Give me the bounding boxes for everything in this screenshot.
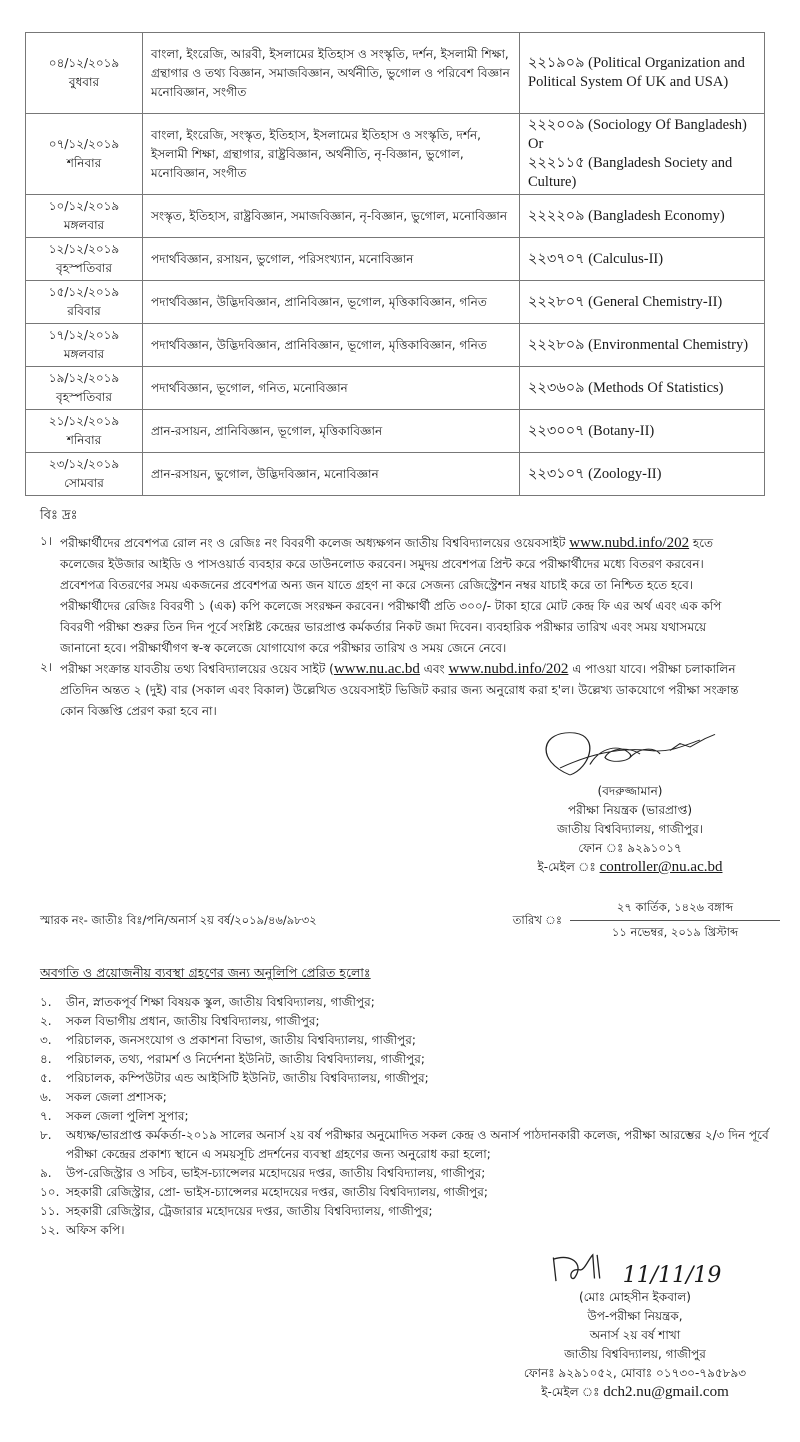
exam-date: ১৭/১২/২০১৯ bbox=[48, 328, 120, 342]
subjects-cell: প্রান-রসায়ন, ভুগোল, উদ্ভিদবিজ্ঞান, মনোবিজ্ঞান bbox=[143, 453, 520, 496]
exam-day: বুধবার bbox=[68, 75, 100, 89]
schedule-row bbox=[26, 238, 765, 281]
schedule-row bbox=[26, 114, 765, 195]
note-text: জানানো হবে। পরীক্ষার্থীগণ স্ব-স্ব কলেজে যোগাযোগ করে পরীক্ষার তারিখ ও সময় জেনে নেবে। bbox=[60, 641, 507, 655]
exam-day: শনিবার bbox=[66, 433, 102, 447]
exam-schedule-table bbox=[25, 32, 765, 496]
subjects-cell: বাংলা, ইংরেজি, সংস্কৃত, ইতিহাস, ইসলামের ইতিহাস ও সংস্কৃতি, দর্শন, ইসলামী শিক্ষা, গ্রন্থাগার, রাষ্ট্রবিজ্ঞান, অর্থনীতি, নৃ-বিজ্ঞান, ভুগোল, মনোবিজ্ঞান, সংগীত bbox=[143, 114, 520, 195]
schedule-row bbox=[26, 195, 765, 238]
exam-date: ১২/১২/২০১৯ bbox=[48, 242, 120, 256]
note-line bbox=[60, 575, 765, 596]
distribution-item bbox=[40, 1069, 780, 1088]
paper-code-title: ২২২৮০৭ (General Chemistry-II) bbox=[528, 293, 723, 310]
distribution-number: ১১. bbox=[40, 1204, 60, 1218]
website-link[interactable]: www.nu.ac.bd bbox=[333, 661, 420, 677]
exam-date: ১৫/১২/২০১৯ bbox=[48, 285, 120, 299]
note-line bbox=[60, 638, 765, 659]
exam-date-cell bbox=[26, 281, 143, 324]
distribution-recipient: সহকারী রেজিস্ট্রার, ট্রেজারার মহোদয়ের দপ্তর, জাতীয় বিশ্ববিদ্যালয়, গাজীপুর; bbox=[66, 1204, 433, 1218]
distribution-recipient: সহকারী রেজিস্ট্রার, প্রো- ভাইস-চ্যান্সেলর মহোদয়ের দপ্তর, জাতীয় বিশ্ববিদ্যালয়, গাজীপুর; bbox=[66, 1185, 488, 1199]
paper-alt-code-title: ২২২১১৫ (Bangladesh Society and Culture) bbox=[528, 155, 733, 190]
signature-scribble-icon bbox=[530, 726, 730, 782]
note-text: পরীক্ষা সংক্রান্ত যাবতীয় তথ্য বিশ্ববিদ্যালয়ের ওয়েব সাইট ( bbox=[60, 662, 334, 676]
exam-date: ২১/১২/২০১৯ bbox=[48, 414, 120, 428]
distribution-item bbox=[40, 1202, 780, 1221]
deputy-org: জাতীয় বিশ্ববিদ্যালয়, গাজীপুর bbox=[564, 1347, 706, 1361]
website-link[interactable]: www.nubd.info/202 bbox=[448, 661, 569, 677]
exam-date-cell bbox=[26, 453, 143, 496]
note-line bbox=[60, 680, 765, 701]
deputy-name: (মোঃ মোহসীন ইকবাল) bbox=[579, 1290, 691, 1304]
note-number: ২। bbox=[40, 660, 53, 674]
distribution-recipient: সকল বিভাগীয় প্রধান, জাতীয় বিশ্ববিদ্যালয়, গাজীপুর; bbox=[66, 1014, 320, 1028]
distribution-item bbox=[40, 1050, 780, 1069]
schedule-row bbox=[26, 324, 765, 367]
distribution-recipient: উপ-রেজিস্ট্রার ও সচিব, ভাইস-চ্যান্সেলর মহোদয়ের দপ্তর, জাতীয় বিশ্ববিদ্যালয়, গাজীপুর; bbox=[66, 1166, 486, 1180]
distribution-number: ৯. bbox=[40, 1166, 52, 1180]
note-item bbox=[40, 659, 765, 722]
paper-code-title: ২২৩১০৭ (Zoology-II) bbox=[528, 465, 662, 482]
deputy-title: উপ-পরীক্ষা নিয়ন্ত্রক, bbox=[587, 1309, 683, 1323]
distribution-recipient: সকল জেলা প্রশাসক; bbox=[66, 1090, 167, 1104]
schedule-row bbox=[26, 33, 765, 114]
distribution-recipient: ডীন, স্নাতকপূর্ব শিক্ষা বিষয়ক স্কুল, জাতীয় বিশ্ববিদ্যালয়, গাজীপুর; bbox=[66, 995, 375, 1009]
note-text: প্রবেশপত্র বিতরণের সময় একজনের প্রবেশপত্র অন্য জন যাতে গ্রহণ না করে সেজন্য রেজিস্ট্রেশন নম্বর যাচাই করে তা নিশ্চিত হতে হবে। bbox=[60, 578, 694, 592]
distribution-recipient: অফিস কপি। bbox=[66, 1223, 125, 1237]
exam-date: ২৩/১২/২০১৯ bbox=[48, 457, 120, 471]
paper-cell bbox=[520, 281, 765, 324]
distribution-item bbox=[40, 1088, 780, 1107]
distribution-item bbox=[40, 1164, 780, 1183]
note-line bbox=[60, 659, 765, 680]
memo-date-gregorian: ১১ নভেম্বর, ২০১৯ খ্রিস্টাব্দ bbox=[611, 925, 739, 939]
paper-code-title: ২২২০০৯ (Sociology Of Bangladesh) bbox=[528, 117, 747, 133]
exam-day: রবিবার bbox=[67, 304, 101, 318]
note-text: কলেজের ইউজার আইডি ও পাসওয়ার্ড ব্যবহার করে ডাউনলোড করবেন। সমুদয় প্রবেশপত্র প্রিন্ট করে পরীক্ষার্থীদের মধ্যে বিতরণ করবেন। bbox=[60, 557, 704, 571]
schedule-row bbox=[26, 281, 765, 324]
note-line bbox=[60, 533, 765, 554]
controller-email-link[interactable]: controller@nu.ac.bd bbox=[599, 859, 723, 875]
schedule-row bbox=[26, 367, 765, 410]
paper-or: Or bbox=[528, 136, 544, 152]
note-text: বিবরণী পরীক্ষা শুরুর তিন দিন পূর্বে সংশ্লিষ্ট কেন্দ্রের ভারপ্রাপ্ত কর্মকর্তার নিকট জমা দিবেন। ব্যবহারিক পরীক্ষার তারিখ এবং সময় যথাসময়ে bbox=[60, 620, 707, 634]
distribution-number: ৭. bbox=[40, 1109, 52, 1123]
deputy-email-label: ই-মেইল ঃ bbox=[541, 1385, 604, 1399]
controller-email-label: ই-মেইল ঃ bbox=[537, 860, 600, 874]
note-line bbox=[60, 617, 765, 638]
paper-cell bbox=[520, 195, 765, 238]
deputy-signature bbox=[500, 1246, 770, 1288]
distribution-item bbox=[40, 993, 780, 1012]
note-line bbox=[60, 554, 765, 575]
paper-cell bbox=[520, 114, 765, 195]
controller-title: পরীক্ষা নিয়ন্ত্রক (ভারপ্রাপ্ত) bbox=[567, 803, 693, 817]
distribution-number: ২. bbox=[40, 1014, 52, 1028]
schedule-row bbox=[26, 410, 765, 453]
distribution-item bbox=[40, 1107, 780, 1126]
paper-cell bbox=[520, 410, 765, 453]
exam-day: বৃহস্পতিবার bbox=[56, 390, 112, 404]
note-line bbox=[60, 596, 765, 617]
controller-org: জাতীয় বিশ্ববিদ্যালয়, গাজীপুর। bbox=[556, 822, 704, 836]
deputy-branch: অনার্স ২য় বর্ষ শাখা bbox=[589, 1328, 681, 1342]
note-text: প্রতিদিন অন্তত ২ (দুই) বার (সকাল এবং বিকাল) উল্লেখিত ওয়েবসাইট ভিজিট করার জন্য অনুরোধ করা হ'ল। উল্লেখ্য ডাকযোগে পরীক্ষা সংক্রান্ত bbox=[60, 683, 739, 697]
subjects-cell: পদার্থবিজ্ঞান, উদ্ভিদবিজ্ঞান, প্রানিবিজ্ঞান, ভূগোল, মৃত্তিকাবিজ্ঞান, গনিত bbox=[143, 281, 520, 324]
signature-scribble-icon bbox=[549, 1248, 619, 1288]
distribution-recipient: অধ্যক্ষ/ভারপ্রাপ্ত কর্মকর্তা-২০১৯ সালের অনার্স ২য় বর্ষ পরীক্ষার অনুমোদিত সকল কেন্দ্র ও অনার্স পাঠদানকারী কলেজ, পরীক্ষা আরম্ভের ২/৩ দিন পূর্বে পরীক্ষা কেন্দ্রের প্রকাশ্য স্থানে এ সময়সূচি প্রদর্শনের ব্যবস্থা গ্রহণের জন্য অনুরোধ করা হলো; bbox=[66, 1128, 769, 1161]
distribution-number: ৪. bbox=[40, 1052, 52, 1066]
distribution-recipient: পরিচালক, জনসংযোগ ও প্রকাশনা বিভাগ, জাতীয় বিশ্ববিদ্যালয়, গাজীপুর; bbox=[66, 1033, 416, 1047]
exam-date-cell bbox=[26, 114, 143, 195]
memo-row bbox=[40, 899, 780, 943]
controller-signature bbox=[530, 726, 730, 782]
subjects-cell: পদার্থবিজ্ঞান, ভূগোল, গনিত, মনোবিজ্ঞান bbox=[143, 367, 520, 410]
note-item bbox=[40, 533, 765, 659]
paper-cell bbox=[520, 238, 765, 281]
note-text: এ পাওয়া যাবে। পরীক্ষা চলাকালিন bbox=[568, 662, 736, 676]
paper-cell bbox=[520, 324, 765, 367]
distribution-item bbox=[40, 1031, 780, 1050]
note-text: কোন বিজ্ঞপ্তি প্রেরণ করা হবে না। bbox=[60, 704, 217, 718]
schedule-row bbox=[26, 453, 765, 496]
distribution-number: ৩. bbox=[40, 1033, 52, 1047]
website-link[interactable]: www.nubd.info/202 bbox=[569, 535, 690, 551]
distribution-number: ১২. bbox=[40, 1223, 60, 1237]
exam-date-cell bbox=[26, 410, 143, 453]
note-text: এবং bbox=[419, 662, 449, 676]
paper-code-title: ২২১৯০৯ (Political Organization and Political System Of UK and USA) bbox=[528, 55, 745, 90]
note-number: ১। bbox=[40, 534, 53, 548]
controller-name: (বদরুজ্জামান) bbox=[597, 784, 663, 798]
paper-code-title: ২২৩০০৭ (Botany-II) bbox=[528, 422, 655, 439]
paper-cell bbox=[520, 33, 765, 114]
distribution-item bbox=[40, 1221, 780, 1240]
exam-date-cell bbox=[26, 195, 143, 238]
distribution-item bbox=[40, 1012, 780, 1031]
memo-date-bangla: ২৭ কার্তিক, ১৪২৬ বঙ্গাব্দ bbox=[570, 899, 780, 921]
exam-day: শনিবার bbox=[66, 156, 102, 170]
memo-date bbox=[570, 899, 780, 943]
exam-day: মঙ্গলবার bbox=[63, 347, 105, 361]
exam-day: বৃহস্পতিবার bbox=[56, 261, 112, 275]
distribution-number: ৬. bbox=[40, 1090, 52, 1104]
subjects-cell: সংস্কৃত, ইতিহাস, রাষ্ট্রবিজ্ঞান, সমাজবিজ্ঞান, নৃ-বিজ্ঞান, ভুগোল, মনোবিজ্ঞান bbox=[143, 195, 520, 238]
notes-heading: বিঃ দ্রঃ bbox=[40, 508, 78, 523]
distribution-number: ১. bbox=[40, 995, 52, 1009]
subjects-cell: প্রান-রসায়ন, প্রানিবিজ্ঞান, ভূগোল, মৃত্তিকাবিজ্ঞান bbox=[143, 410, 520, 453]
distribution-number: ৮. bbox=[40, 1128, 52, 1142]
memo-number: স্মারক নং- জাতীঃ বিঃ/পনি/অনার্স ২য় বর্ষ/২০১৯/৪৬/৯৮৩২ bbox=[40, 912, 317, 927]
distribution-heading: অবগতি ও প্রয়োজনীয় ব্যবস্থা গ্রহণের জন্য অনুলিপি প্রেরিত হলোঃ bbox=[40, 965, 371, 980]
deputy-email[interactable]: dch2.nu@gmail.com bbox=[603, 1384, 729, 1400]
controller-signature-block bbox=[530, 726, 730, 877]
distribution-recipient: পরিচালক, তথ্য, পরামর্শ ও নির্দেশনা ইউনিট, জাতীয় বিশ্ববিদ্যালয়, গাজীপুর; bbox=[66, 1052, 425, 1066]
exam-date-cell bbox=[26, 324, 143, 367]
exam-date: ০৭/১২/২০১৯ bbox=[48, 137, 120, 151]
paper-code-title: ২২৩৬০৯ (Methods Of Statistics) bbox=[528, 379, 724, 396]
exam-date: ১৯/১২/২০১৯ bbox=[48, 371, 120, 385]
distribution-item bbox=[40, 1183, 780, 1202]
note-line bbox=[60, 701, 765, 722]
distribution-item bbox=[40, 1126, 780, 1164]
exam-day: মঙ্গলবার bbox=[63, 218, 105, 232]
exam-date-cell bbox=[26, 33, 143, 114]
notes-section bbox=[40, 506, 765, 722]
paper-code-title: ২২২২০৯ (Bangladesh Economy) bbox=[528, 207, 725, 224]
exam-date: ১০/১২/২০১৯ bbox=[48, 199, 120, 213]
distribution-section bbox=[40, 965, 780, 1240]
controller-phone: ফোন ঃ ৯২৯১০১৭ bbox=[578, 841, 682, 855]
subjects-cell: পদার্থবিজ্ঞান, রসায়ন, ভুগোল, পরিসংখ্যান, মনোবিজ্ঞান bbox=[143, 238, 520, 281]
memo-date-label: তারিখ ঃ bbox=[512, 912, 562, 927]
distribution-number: ৫. bbox=[40, 1071, 52, 1085]
deputy-signature-block bbox=[500, 1246, 770, 1402]
note-text: হতে bbox=[689, 536, 714, 550]
distribution-number: ১০. bbox=[40, 1185, 60, 1199]
note-text: পরীক্ষার্থীদের প্রবেশপত্র রোল নং ও রেজিঃ নং বিবরণী কলেজ অধ্যক্ষগন জাতীয় বিশ্ববিদ্যালয়ের ওয়েবসাইট bbox=[60, 536, 570, 550]
subjects-cell: পদার্থবিজ্ঞান, উদ্ভিদবিজ্ঞান, প্রানিবিজ্ঞান, ভূগোল, মৃত্তিকাবিজ্ঞান, গনিত bbox=[143, 324, 520, 367]
distribution-recipient: সকল জেলা পুলিশ সুপার; bbox=[66, 1109, 189, 1123]
exam-date-cell bbox=[26, 238, 143, 281]
exam-day: সোমবার bbox=[64, 476, 104, 490]
paper-cell bbox=[520, 453, 765, 496]
note-text: পরীক্ষার্থীদের রেজিঃ বিবরণী ১ (এক) কপি কলেজে সংরক্ষন করবেন। পরীক্ষার্থী প্রতি ৩০০/- টাকা হারে মোট কেন্দ্র ফি এর অর্থ এবং এক কপি bbox=[60, 599, 722, 613]
distribution-recipient: পরিচালক, কম্পিউটার এন্ড আইসিটি ইউনিট, জাতীয় বিশ্ববিদ্যালয়, গাজীপুর; bbox=[66, 1071, 429, 1085]
paper-code-title: ২২২৮০৯ (Environmental Chemistry) bbox=[528, 336, 749, 353]
exam-date: ০৪/১২/২০১৯ bbox=[48, 56, 120, 70]
signature-date: 11/11/19 bbox=[622, 1263, 722, 1288]
paper-code-title: ২২৩৭০৭ (Calculus-II) bbox=[528, 250, 664, 267]
paper-cell bbox=[520, 367, 765, 410]
exam-date-cell bbox=[26, 367, 143, 410]
deputy-phone: ফোনঃ ৯২৯১০৫২, মোবাঃ ০১৭৩০-৭৯৫৮৯৩ bbox=[523, 1366, 747, 1380]
subjects-cell: বাংলা, ইংরেজি, আরবী, ইসলামের ইতিহাস ও সংস্কৃতি, দর্শন, ইসলামী শিক্ষা, গ্রন্থাগার ও তথ্য বিজ্ঞান, সমাজবিজ্ঞান, অর্থনীতি, ভুগোল ও পরিবেশ বিজ্ঞান মনোবিজ্ঞান, সংগীত bbox=[143, 33, 520, 114]
